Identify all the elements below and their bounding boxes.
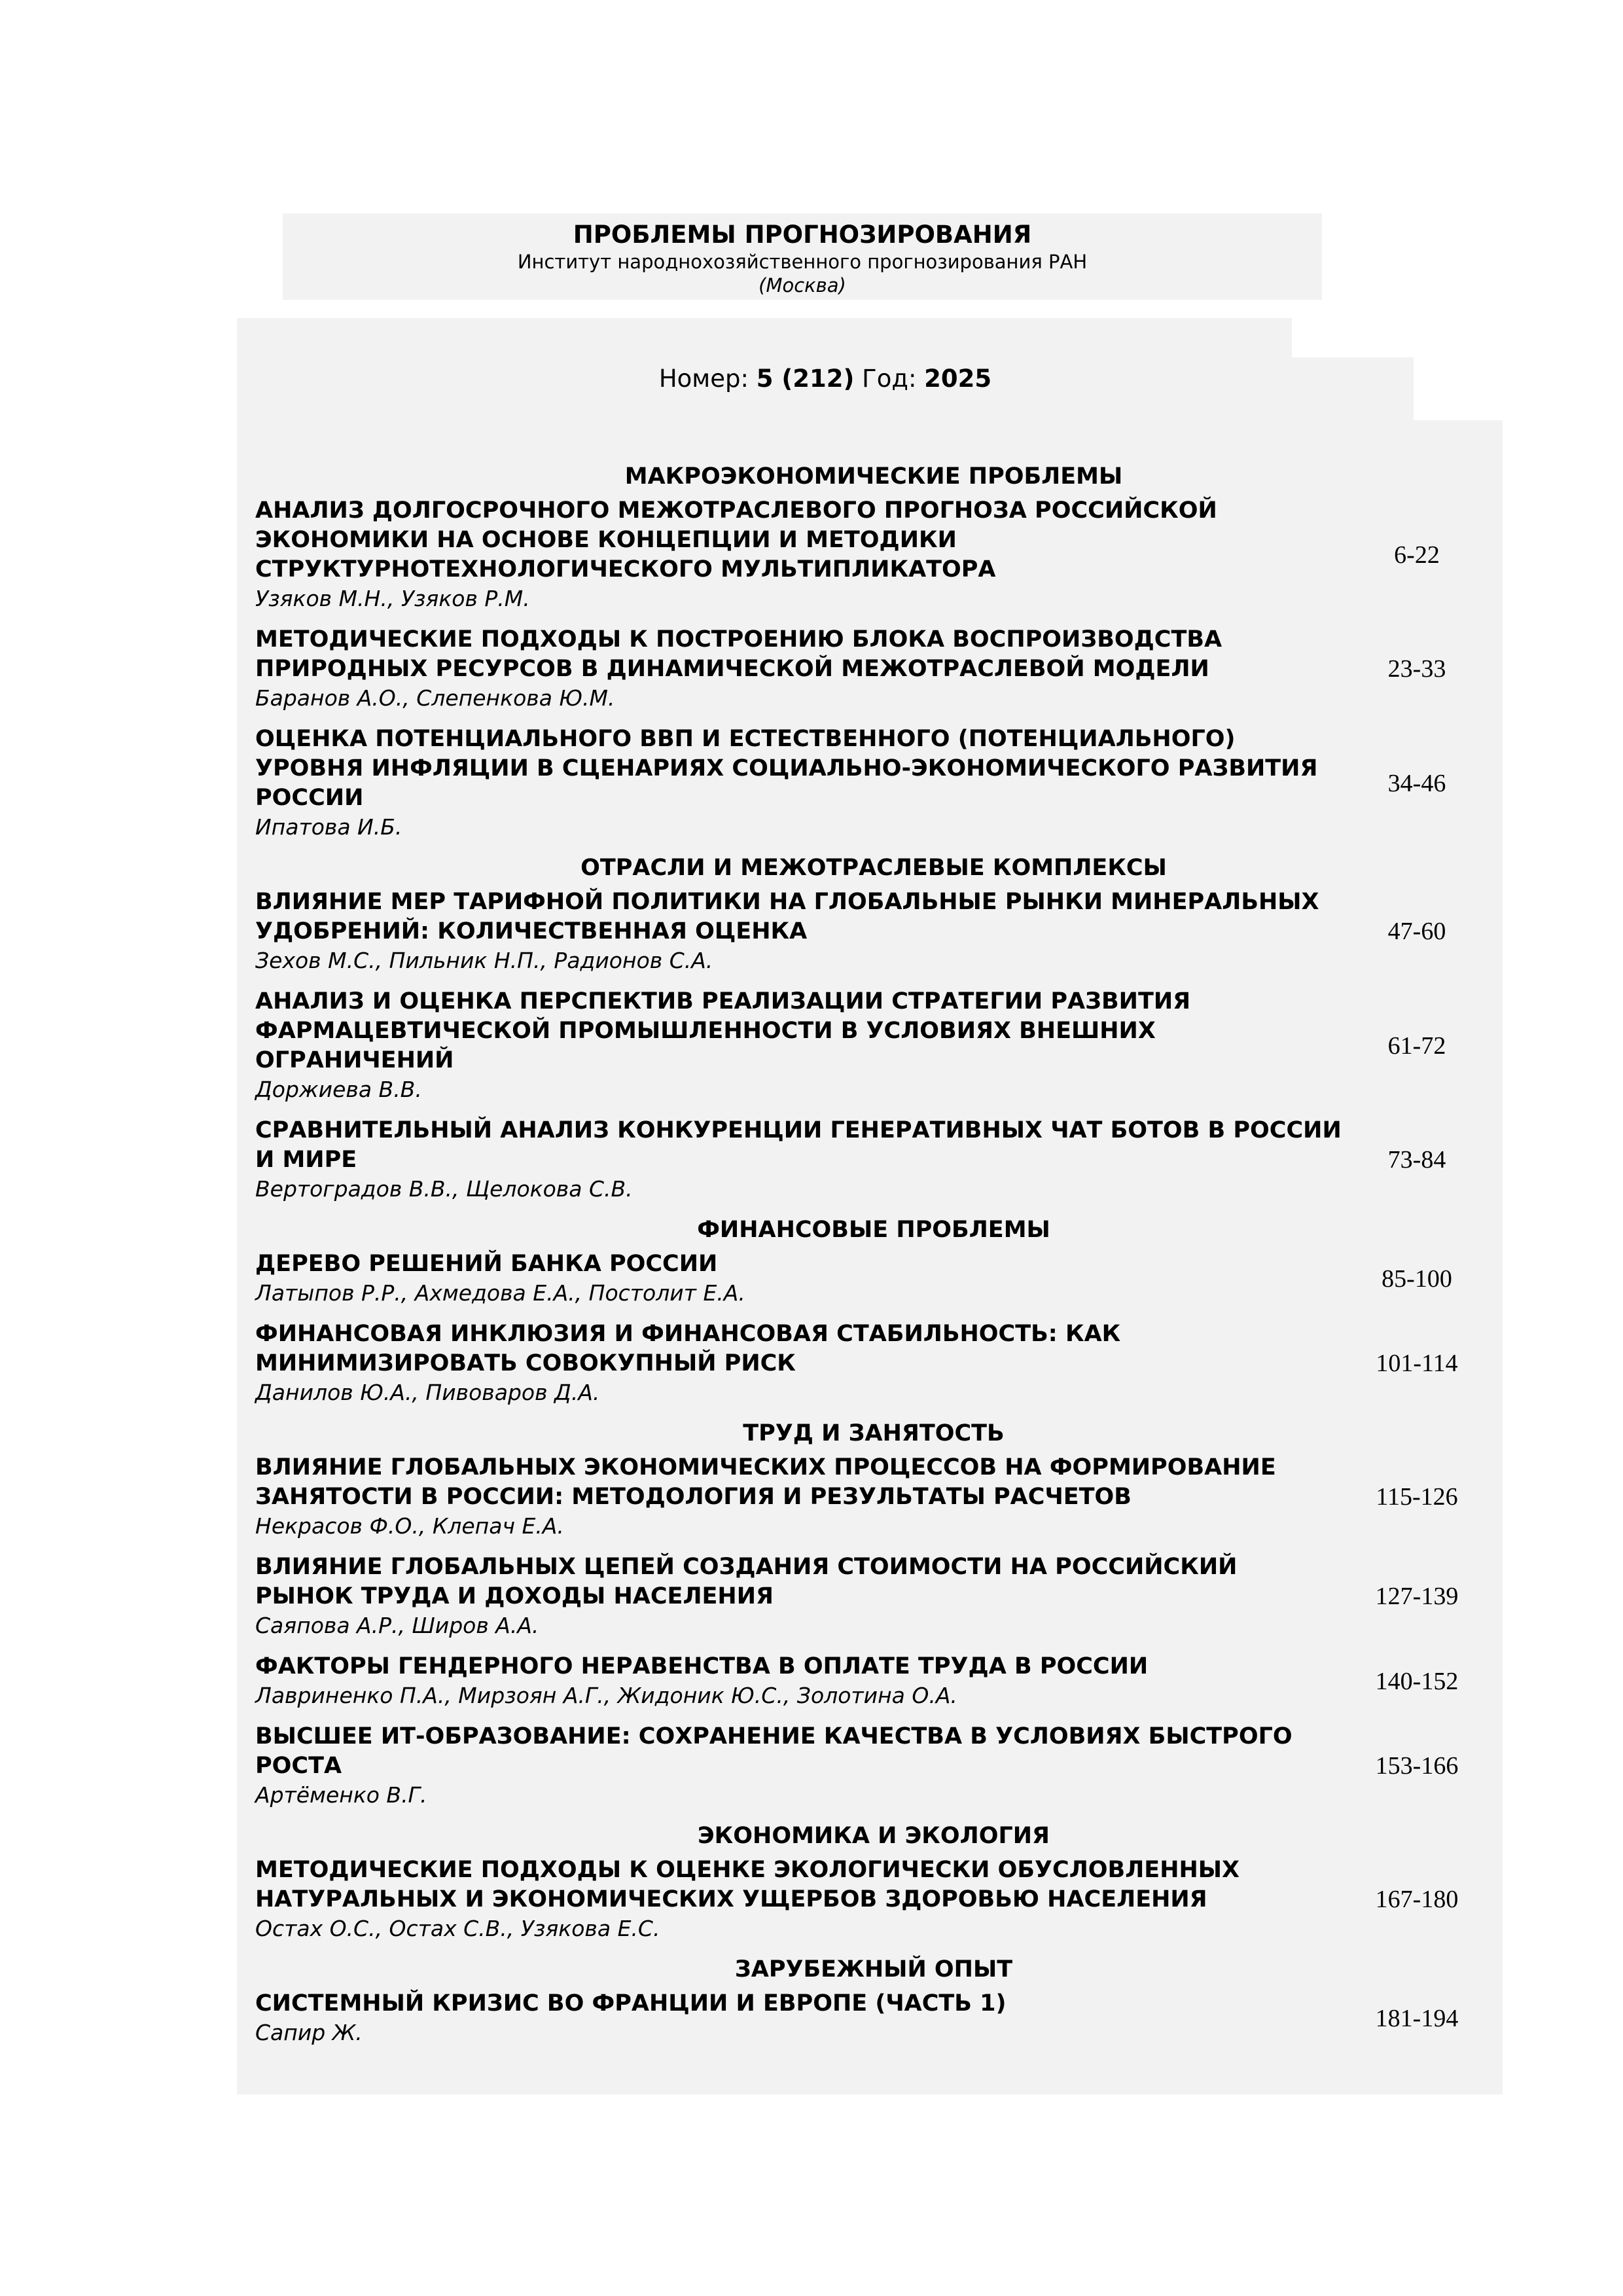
article-title[interactable]: ДЕРЕВО РЕШЕНИЙ БАНКА РОССИИ [255, 1251, 718, 1277]
article-title[interactable]: ВЛИЯНИЕ ГЛОБАЛЬНЫХ ЭКОНОМИЧЕСКИХ ПРОЦЕССОВ НА ФОРМИРОВАНИЕ ЗАНЯТОСТИ В РОССИИ: МЕТОДОЛОГИЯ И РЕЗУЛЬТАТЫ РАСЧЕТОВ [255, 1454, 1276, 1510]
journal-city: (Москва) [758, 274, 846, 296]
article-pages: 115-126 [1376, 1483, 1458, 1511]
article-title[interactable]: МЕТОДИЧЕСКИЕ ПОДХОДЫ К ПОСТРОЕНИЮ БЛОКА ВОСПРОИЗВОДСТВА ПРИРОДНЫХ РЕСУРСОВ В ДИНАМИЧЕСКОЙ МЕЖОТРАСЛЕВОЙ МОДЕЛИ [255, 626, 1222, 682]
issue-number-label: Номер: [658, 365, 749, 393]
section-title: ФИНАНСОВЫЕ ПРОБЛЕМЫ [697, 1217, 1050, 1243]
article-pages: 61-72 [1387, 1031, 1446, 1060]
article-authors: Саяпова А.Р., Широв А.А. [255, 1613, 539, 1638]
issue-number: 5 (212) [756, 365, 855, 393]
article-pages: 23-33 [1387, 655, 1446, 683]
article-title[interactable]: СИСТЕМНЫЙ КРИЗИС ВО ФРАНЦИИ И ЕВРОПЕ (ЧАСТЬ 1) [255, 1990, 1007, 2017]
article-pages: 73-84 [1387, 1146, 1446, 1174]
article-pages: 127-139 [1375, 1583, 1459, 1610]
article-pages: 34-46 [1387, 769, 1446, 797]
article-title[interactable]: ВЛИЯНИЕ ГЛОБАЛЬНЫХ ЦЕПЕЙ СОЗДАНИЯ СТОИМОСТИ НА РОССИЙСКИЙ РЫНОК ТРУДА И ДОХОДЫ НАСЕЛЕНИЯ [255, 1554, 1238, 1609]
section-title: ТРУД И ЗАНЯТОСТЬ [743, 1420, 1005, 1446]
issue-band-top [237, 318, 1292, 357]
institute-name: Институт народнохозяйственного прогнозирования РАН [517, 251, 1088, 273]
article-entry [255, 625, 1492, 713]
journal-header [283, 213, 1322, 300]
article-title[interactable]: МЕТОДИЧЕСКИЕ ПОДХОДЫ К ОЦЕНКЕ ЭКОЛОГИЧЕСКИ ОБУСЛОВЛЕННЫХ НАТУРАЛЬНЫХ И ЭКОНОМИЧЕСКИХ УЩЕРБОВ ЗДОРОВЬЮ НАСЕЛЕНИЯ [255, 1857, 1240, 1912]
article-authors: Баранов А.О., Слепенкова Ю.М. [255, 685, 615, 711]
issue-info [237, 357, 1414, 420]
article-entry [255, 1722, 1492, 1810]
article-authors: Данилов Ю.А., Пивоваров Д.А. [255, 1380, 600, 1405]
article-authors: Некрасов Ф.О., Клепач Е.А. [255, 1513, 564, 1539]
article-authors: Остах О.С., Остах С.В., Узякова Е.С. [255, 1916, 660, 1941]
issue-year: 2025 [924, 365, 992, 393]
article-title[interactable]: СРАВНИТЕЛЬНЫЙ АНАЛИЗ КОНКУРЕНЦИИ ГЕНЕРАТИВНЫХ ЧАТ БОТОВ В РОССИИ И МИРЕ [255, 1117, 1342, 1173]
article-pages: 47-60 [1387, 918, 1446, 945]
article-title[interactable]: АНАЛИЗ И ОЦЕНКА ПЕРСПЕКТИВ РЕАЛИЗАЦИИ СТРАТЕГИИ РАЗВИТИЯ ФАРМАЦЕВТИЧЕСКОЙ ПРОМЫШЛЕННОСТИ В УСЛОВИЯХ ВНЕШНИХ ОГРАНИЧЕНИЙ [255, 988, 1191, 1073]
article-title[interactable]: ВЫСШЕЕ ИТ-ОБРАЗОВАНИЕ: СОХРАНЕНИЕ КАЧЕСТВА В УСЛОВИЯХ БЫСТРОГО РОСТА [255, 1723, 1293, 1779]
article-entry [255, 888, 1492, 975]
article-pages: 167-180 [1375, 1886, 1459, 1913]
article-entry [255, 987, 1492, 1104]
article-authors: Узяков М.Н., Узяков Р.М. [255, 586, 530, 611]
toc-list [255, 462, 1492, 2059]
article-title[interactable]: ФИНАНСОВАЯ ИНКЛЮЗИЯ И ФИНАНСОВАЯ СТАБИЛЬНОСТЬ: КАК МИНИМИЗИРОВАТЬ СОВОКУПНЫЙ РИСК [255, 1321, 1121, 1376]
article-title[interactable]: ФАКТОРЫ ГЕНДЕРНОГО НЕРАВЕНСТВА В ОПЛАТЕ ТРУДА В РОССИИ [255, 1653, 1149, 1679]
article-entry [255, 496, 1492, 613]
article-authors: Сапир Ж. [255, 2020, 363, 2045]
article-entry [255, 1453, 1492, 1541]
article-authors: Артёменко В.Г. [255, 1782, 427, 1808]
article-pages: 85-100 [1382, 1265, 1452, 1293]
article-authors: Зехов М.С., Пильник Н.П., Радионов С.А. [255, 948, 713, 973]
article-authors: Вертоградов В.В., Щелокова С.В. [255, 1176, 633, 1202]
article-entry [255, 1116, 1492, 1204]
article-pages: 6-22 [1394, 541, 1440, 569]
article-entry [255, 1319, 1492, 1407]
article-title[interactable]: ОЦЕНКА ПОТЕНЦИАЛЬНОГО ВВП И ЕСТЕСТВЕННОГО (ПОТЕНЦИАЛЬНОГО) УРОВНЯ ИНФЛЯЦИИ В СЦЕНАРИЯХ СОЦИАЛЬНО-ЭКОНОМИЧЕСКОГО РАЗВИТИЯ РОССИИ [255, 726, 1318, 811]
article-title[interactable]: АНАЛИЗ ДОЛГОСРОЧНОГО МЕЖОТРАСЛЕВОГО ПРОГНОЗА РОССИЙСКОЙ ЭКОНОМИКИ НА ОСНОВЕ КОНЦЕПЦИИ И МЕТОДИКИ СТРУКТУРНОТЕХНОЛОГИЧЕСКОГО МУЛЬТИПЛИКАТОРА [255, 497, 1217, 583]
section-title: ЭКОНОМИКА И ЭКОЛОГИЯ [698, 1823, 1050, 1849]
article-entry [255, 1856, 1492, 1943]
article-entry [255, 1552, 1492, 1640]
article-pages: 101-114 [1376, 1350, 1458, 1377]
article-authors: Лавриненко П.А., Мирзоян А.Г., Жидоник Ю.С., Золотина О.А. [255, 1683, 957, 1708]
section-title: ОТРАСЛИ И МЕЖОТРАСЛЕВЫЕ КОМПЛЕКСЫ [580, 855, 1167, 881]
article-entry [255, 725, 1492, 842]
article-pages: 140-152 [1375, 1667, 1459, 1695]
issue-year-label: Год: [862, 365, 917, 393]
article-pages: 153-166 [1375, 1752, 1459, 1780]
article-pages: 181-194 [1375, 2004, 1459, 2032]
article-authors: Латыпов Р.Р., Ахмедова Е.А., Постолит Е.А. [255, 1280, 745, 1306]
section-title: ЗАРУБЕЖНЫЙ ОПЫТ [734, 1956, 1013, 1982]
journal-title: ПРОБЛЕМЫ ПРОГНОЗИРОВАНИЯ [573, 221, 1032, 249]
article-entry [255, 1989, 1492, 2047]
article-title[interactable]: ВЛИЯНИЕ МЕР ТАРИФНОЙ ПОЛИТИКИ НА ГЛОБАЛЬНЫЕ РЫНКИ МИНЕРАЛЬНЫХ УДОБРЕНИЙ: КОЛИЧЕСТВЕННАЯ ОЦЕНКА [255, 889, 1319, 944]
article-entry [255, 1652, 1492, 1710]
article-entry [255, 1249, 1492, 1308]
table-of-contents [237, 420, 1503, 2094]
article-authors: Ипатова И.Б. [255, 814, 402, 840]
section-title: МАКРОЭКОНОМИЧЕСКИЕ ПРОБЛЕМЫ [624, 463, 1123, 490]
article-authors: Доржиева В.В. [255, 1077, 422, 1102]
